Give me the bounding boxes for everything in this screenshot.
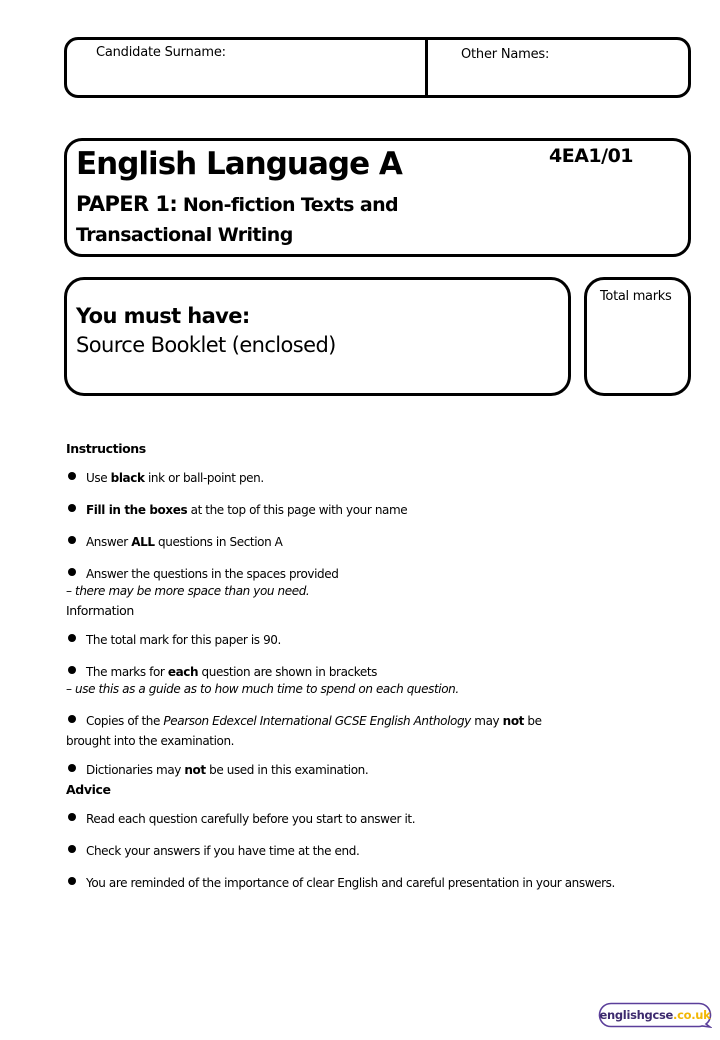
item-text: The marks for (86, 665, 168, 679)
paper-code: 4EA1/01 (549, 145, 634, 167)
item-continuation: brought into the examination. (66, 734, 235, 748)
item-text: Read each question carefully before you start to answer it. (86, 812, 416, 826)
item-text: may (470, 714, 503, 728)
item-bold: not (502, 714, 524, 728)
item-bold: Fill in the boxes (86, 503, 188, 517)
paper-subtitle (76, 190, 398, 250)
instructions-heading: Instructions (66, 441, 146, 456)
item-text: Dictionaries may (86, 763, 185, 777)
list-item (66, 762, 686, 779)
requirements-heading: You must have: (76, 304, 250, 328)
list-item (66, 502, 686, 519)
other-names-label: Other Names: (461, 47, 550, 62)
item-text: Check your answers if you have time at the end. (86, 844, 360, 858)
item-text: The total mark for this paper is 90. (86, 633, 281, 647)
item-text: questions in Section A (154, 535, 283, 549)
bullet-icon (68, 764, 76, 772)
bullet-icon (68, 877, 76, 885)
candidate-name-box (64, 37, 691, 98)
bullet-icon (68, 568, 76, 576)
item-text: at the top of this page with your name (187, 503, 408, 517)
bullet-icon (68, 634, 76, 642)
list-item (66, 632, 686, 649)
item-text: Answer (86, 535, 132, 549)
item-text: Copies of the (86, 714, 164, 728)
item-text: question are shown in brackets (198, 665, 377, 679)
list-item (66, 664, 686, 698)
requirements-item: Source Booklet (enclosed) (76, 333, 336, 357)
list-item (66, 875, 686, 892)
total-marks-box (584, 277, 691, 396)
item-bold: not (184, 763, 206, 777)
item-note: – use this as a guide as to how much time to spend on each question. (66, 682, 459, 696)
englishgcse-logo (598, 1002, 712, 1028)
item-text: be used in this examination. (205, 763, 369, 777)
list-item (66, 534, 686, 551)
bullet-icon (68, 504, 76, 512)
item-text: be (524, 714, 542, 728)
list-item (66, 566, 686, 600)
bullet-icon (68, 536, 76, 544)
bullet-icon (68, 813, 76, 821)
item-text: ink or ball-point pen. (144, 471, 264, 485)
bullet-icon (68, 666, 76, 674)
bullet-icon (68, 472, 76, 480)
logo-text-main: englishgcse (599, 1008, 674, 1022)
item-bold: each (167, 665, 199, 679)
bullet-icon (68, 845, 76, 853)
total-marks-label: Total marks (600, 289, 672, 304)
advice-heading: Advice (66, 782, 111, 797)
candidate-surname-label: Candidate Surname: (96, 45, 226, 60)
item-italic: Pearson Edexcel International GCSE English Anthology (163, 714, 471, 728)
requirements-box (64, 277, 571, 396)
item-text: Use (86, 471, 111, 485)
list-item (66, 811, 686, 828)
list-item (66, 713, 686, 750)
list-item (66, 843, 686, 860)
bullet-icon (68, 715, 76, 723)
logo-text-domain: .co.uk (673, 1008, 711, 1022)
paper-title-box (64, 138, 691, 257)
item-text: Answer the questions in the spaces provided (86, 567, 339, 581)
information-heading: Information (66, 603, 134, 618)
item-text: You are reminded of the importance of clear English and careful presentation in your answers. (86, 876, 615, 890)
paper-title: English Language A (76, 146, 402, 182)
logo-text (598, 1002, 712, 1028)
paper-number: PAPER 1: (76, 192, 178, 216)
paper-description-line2: Transactional Writing (76, 224, 293, 246)
item-bold: ALL (131, 535, 155, 549)
names-divider (425, 40, 428, 95)
paper-description-line1: Non-fiction Texts and (182, 194, 399, 216)
list-item (66, 470, 686, 487)
item-bold: black (110, 471, 145, 485)
item-note: – there may be more space than you need. (66, 584, 310, 598)
